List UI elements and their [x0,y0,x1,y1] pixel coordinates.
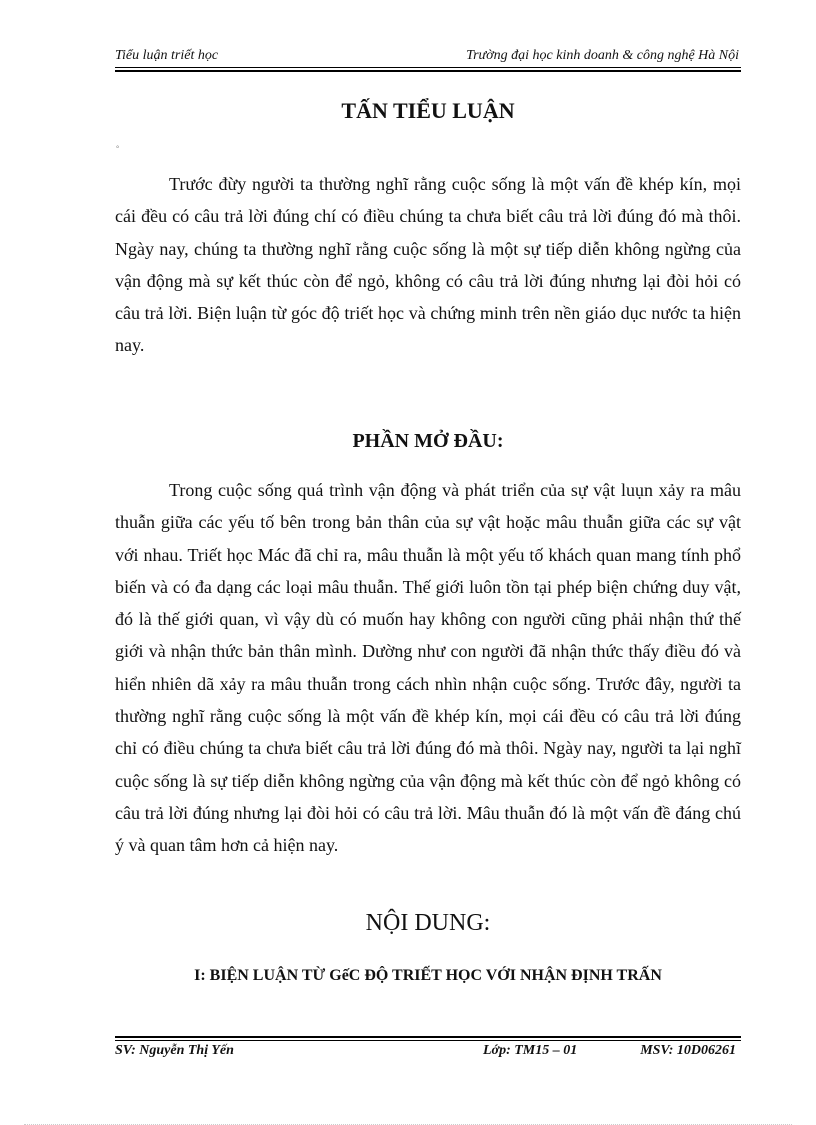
section-heading: I: BIỆN LUẬN TỪ GếC ĐỘ TRIẾT HỌC VỚI NHẬN ĐỊNH TRẤN [194,967,662,984]
header-rule-thin [115,67,741,68]
footer-rule-thin [115,1040,741,1041]
header-rule-thick [115,70,741,72]
intro-heading: PHẦN MỞ ĐẦU: [352,430,504,452]
content-heading: NỘI DUNG: [365,910,491,936]
header-document-type: Tiểu luận triết học [115,48,219,63]
header-university: Trường đại học kinh doanh & công nghệ Hà Nội [466,48,739,63]
page-header [115,46,741,66]
document-title: TẤN TIỂU LUẬN [341,98,515,123]
footer-student-id: MSV: 10D06261 [640,1043,736,1058]
footer-rule-thick [115,1036,741,1038]
page-footer [115,1043,741,1063]
intro-paragraph: Trong cuộc sống quá trình vận động và phát triển của sự vật luụn xảy ra mâu thuẫn giữa các yếu tố bên trong bản thân của sự vật hoặc mâu thuẫn giữa các sự vật với nhau. Triết học Mác đã chỉ ra, mâu thuẫn là một yếu tố khách quan mang tính phổ biến và có đa dạng các loại mâu thuẫn. Thế giới luôn tồn tại phép biện chứng duy vật, đó là thế giới quan, vì vậy dù có muốn hay không con người cũng phải nhận thứ thế giới và nhận thức bản thân mình. Dường như con người đã nhận thức thấy điều đó và hiển nhiên dã xảy ra mâu thuẫn trong cách nhìn nhận cuộc sống. Trước đây, người ta thường nghĩ rằng cuộc sống là một vấn đề khép kín, mọi cái đều có câu trả lời đúng chỉ có điều chúng ta chưa biết câu trả lời đúng đó mà thôi. Ngày nay, người ta lại nghĩ cuộc sống là sự tiếp diễn không ngừng của vận động mà kết thúc còn để ngỏ không có câu trả lời đúng nhưng lại đòi hỏi có câu trả lời. Mâu thuẫn đó là một vấn đề đáng chú ý và quan tâm hơn cả hiện nay. [115,480,741,856]
small-mark: ° [116,144,120,153]
footer-class: Lớp: TM15 – 01 [483,1043,578,1058]
footer-student-name: SV: Nguyễn Thị Yến [115,1043,234,1058]
prompt-paragraph: Trước đừy người ta thường nghĩ rằng cuộc sống là một vấn đề khép kín, mọi cái đều có câu trả lời đúng chí có điều chúng ta chưa biết câu trả lời đúng đó mà thôi. Ngày nay, chúng ta thường nghĩ rằng cuộc sống là một sự tiếp diễn không ngừng của vận động mà sự kết thúc còn để ngỏ, không có câu trả lời đúng nhưng lại đòi hỏi có câu trả lời. Biện luận từ góc độ triết học và chứng minh trên nền giáo dục nước ta hiện nay. [115,174,741,356]
